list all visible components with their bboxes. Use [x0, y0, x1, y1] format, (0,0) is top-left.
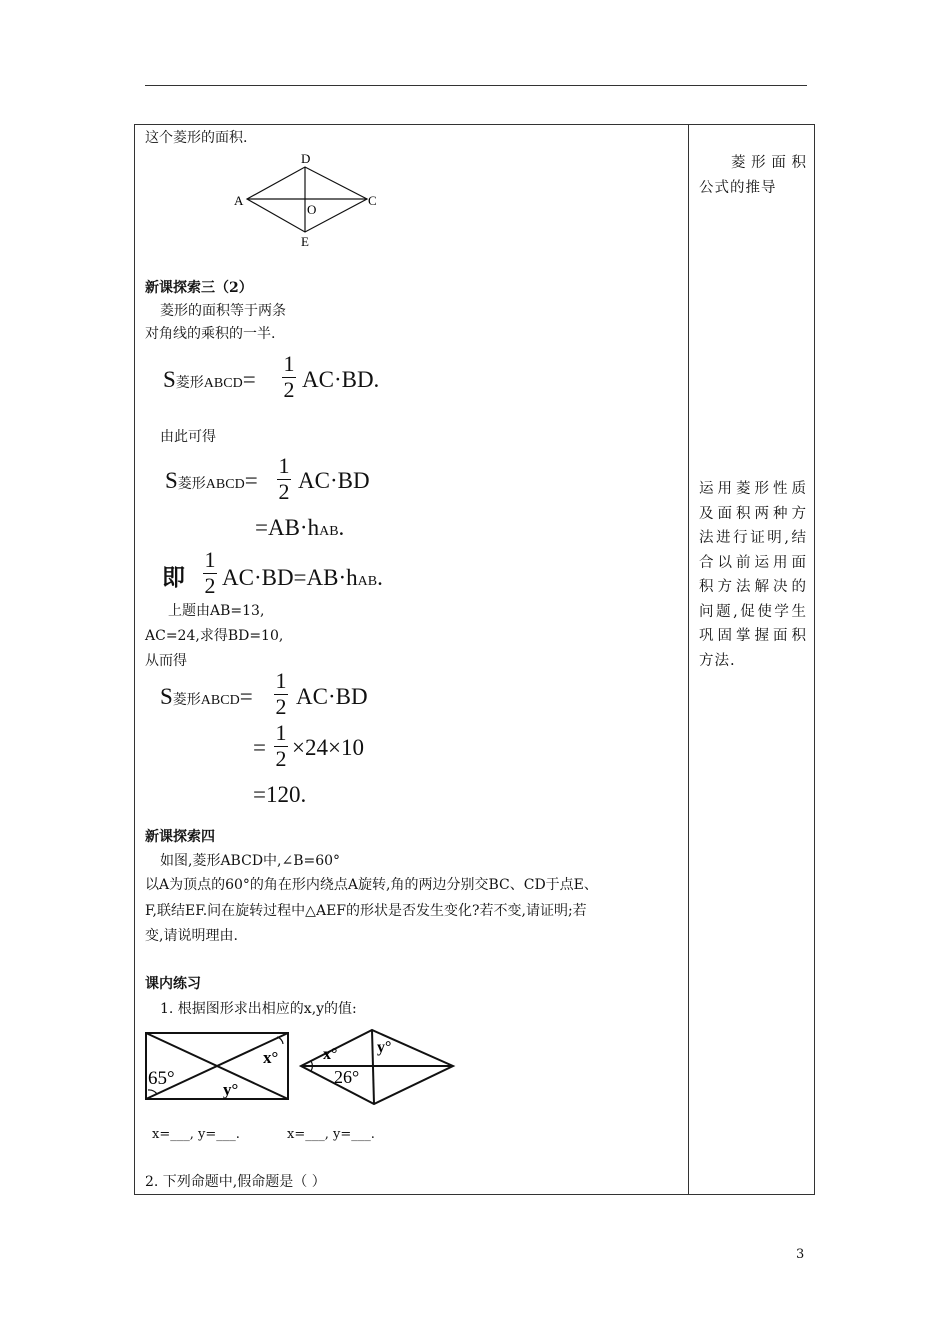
formula-area-4-rest: AC·BD [296, 684, 368, 709]
example-line1: 上题由AB=13, [168, 603, 265, 619]
section4-line3: F,联结EF.问在旋转过程中△AEF的形状是否发生变化?若不变,请证明;若 [145, 903, 587, 919]
answer-blank-2: x=___, y=___. [287, 1127, 375, 1142]
formula-area-4-line3: =120. [253, 782, 307, 807]
example-line2: AC=24,求得BD=10, [145, 628, 284, 644]
rhombus-label-26: 26° [334, 1067, 360, 1087]
answer-blank-1: x=___, y=___. [152, 1127, 240, 1142]
derive-text: 由此可得 [160, 429, 216, 445]
rhombus-figure-2 [297, 1026, 457, 1108]
section3-heading: 新课探索三（2） [145, 280, 253, 296]
example-line3: 从而得 [145, 653, 187, 669]
column-divider [688, 124, 689, 1195]
formula-area-4-eq2: = [253, 735, 266, 760]
practice-heading: 课内练习 [145, 976, 201, 992]
section3-line2: 对角线的乘积的一半. [145, 326, 276, 342]
label-a: A [234, 193, 244, 208]
formula-area-2-line2: =AB·hAB. [255, 515, 345, 540]
note-proof-methods: 运用菱形性质及面积两种方法进行证明,结合以前运用面积方法解决的问题,促使学生巩固掌握面积方法. [699, 481, 807, 669]
formula-equality: AC·BD=AB·hAB. [222, 565, 383, 590]
intro-text: 这个菱形的面积. [145, 130, 248, 146]
section4-heading: 新课探索四 [145, 829, 215, 845]
label-o: O [307, 202, 317, 217]
formula-area-1-rest: AC·BD. [302, 367, 380, 392]
rhombus-figure [225, 148, 395, 252]
header-rule [145, 85, 807, 86]
section4-line4: 变,请说明理由. [145, 928, 238, 944]
practice-question2: 2. 下列命题中,假命题是（ ） [145, 1174, 326, 1190]
section4-line1: 如图,菱形ABCD中,∠B=60° [160, 853, 341, 869]
formula-area-2-rest: AC·BD [298, 468, 370, 493]
formula-area-4-line2: ×24×10 [292, 735, 364, 760]
rect-label-65: 65° [148, 1068, 175, 1089]
note-formula-derivation: 菱形面积公式的推导 [699, 155, 807, 196]
formula-ji-label: 即 [162, 565, 185, 590]
rectangle-figure [143, 1030, 293, 1102]
rhombus-label-x: x° [323, 1046, 338, 1063]
practice-question1: 1. 根据图形求出相应的x,y的值: [160, 1001, 357, 1017]
formula-area-2: S菱形ABCD= [165, 468, 258, 493]
label-d: D [301, 151, 311, 166]
section4-line2: 以A为顶点的60°的角在形内绕点A旋转,角的两边分别交BC、CD于点E、 [145, 877, 598, 893]
page-number: 3 [796, 1247, 805, 1262]
label-c: C [368, 193, 377, 208]
label-e: E [301, 234, 309, 249]
rhombus-label-y: y° [377, 1039, 392, 1056]
formula-area-4: S菱形ABCD= [160, 684, 253, 709]
rect-label-x: x° [263, 1048, 279, 1067]
rect-label-y: y° [223, 1080, 239, 1099]
section3-line1: 菱形的面积等于两条 [160, 303, 286, 319]
formula-area-1: S菱形ABCD= [163, 367, 256, 392]
rhombus-lines [247, 167, 367, 232]
